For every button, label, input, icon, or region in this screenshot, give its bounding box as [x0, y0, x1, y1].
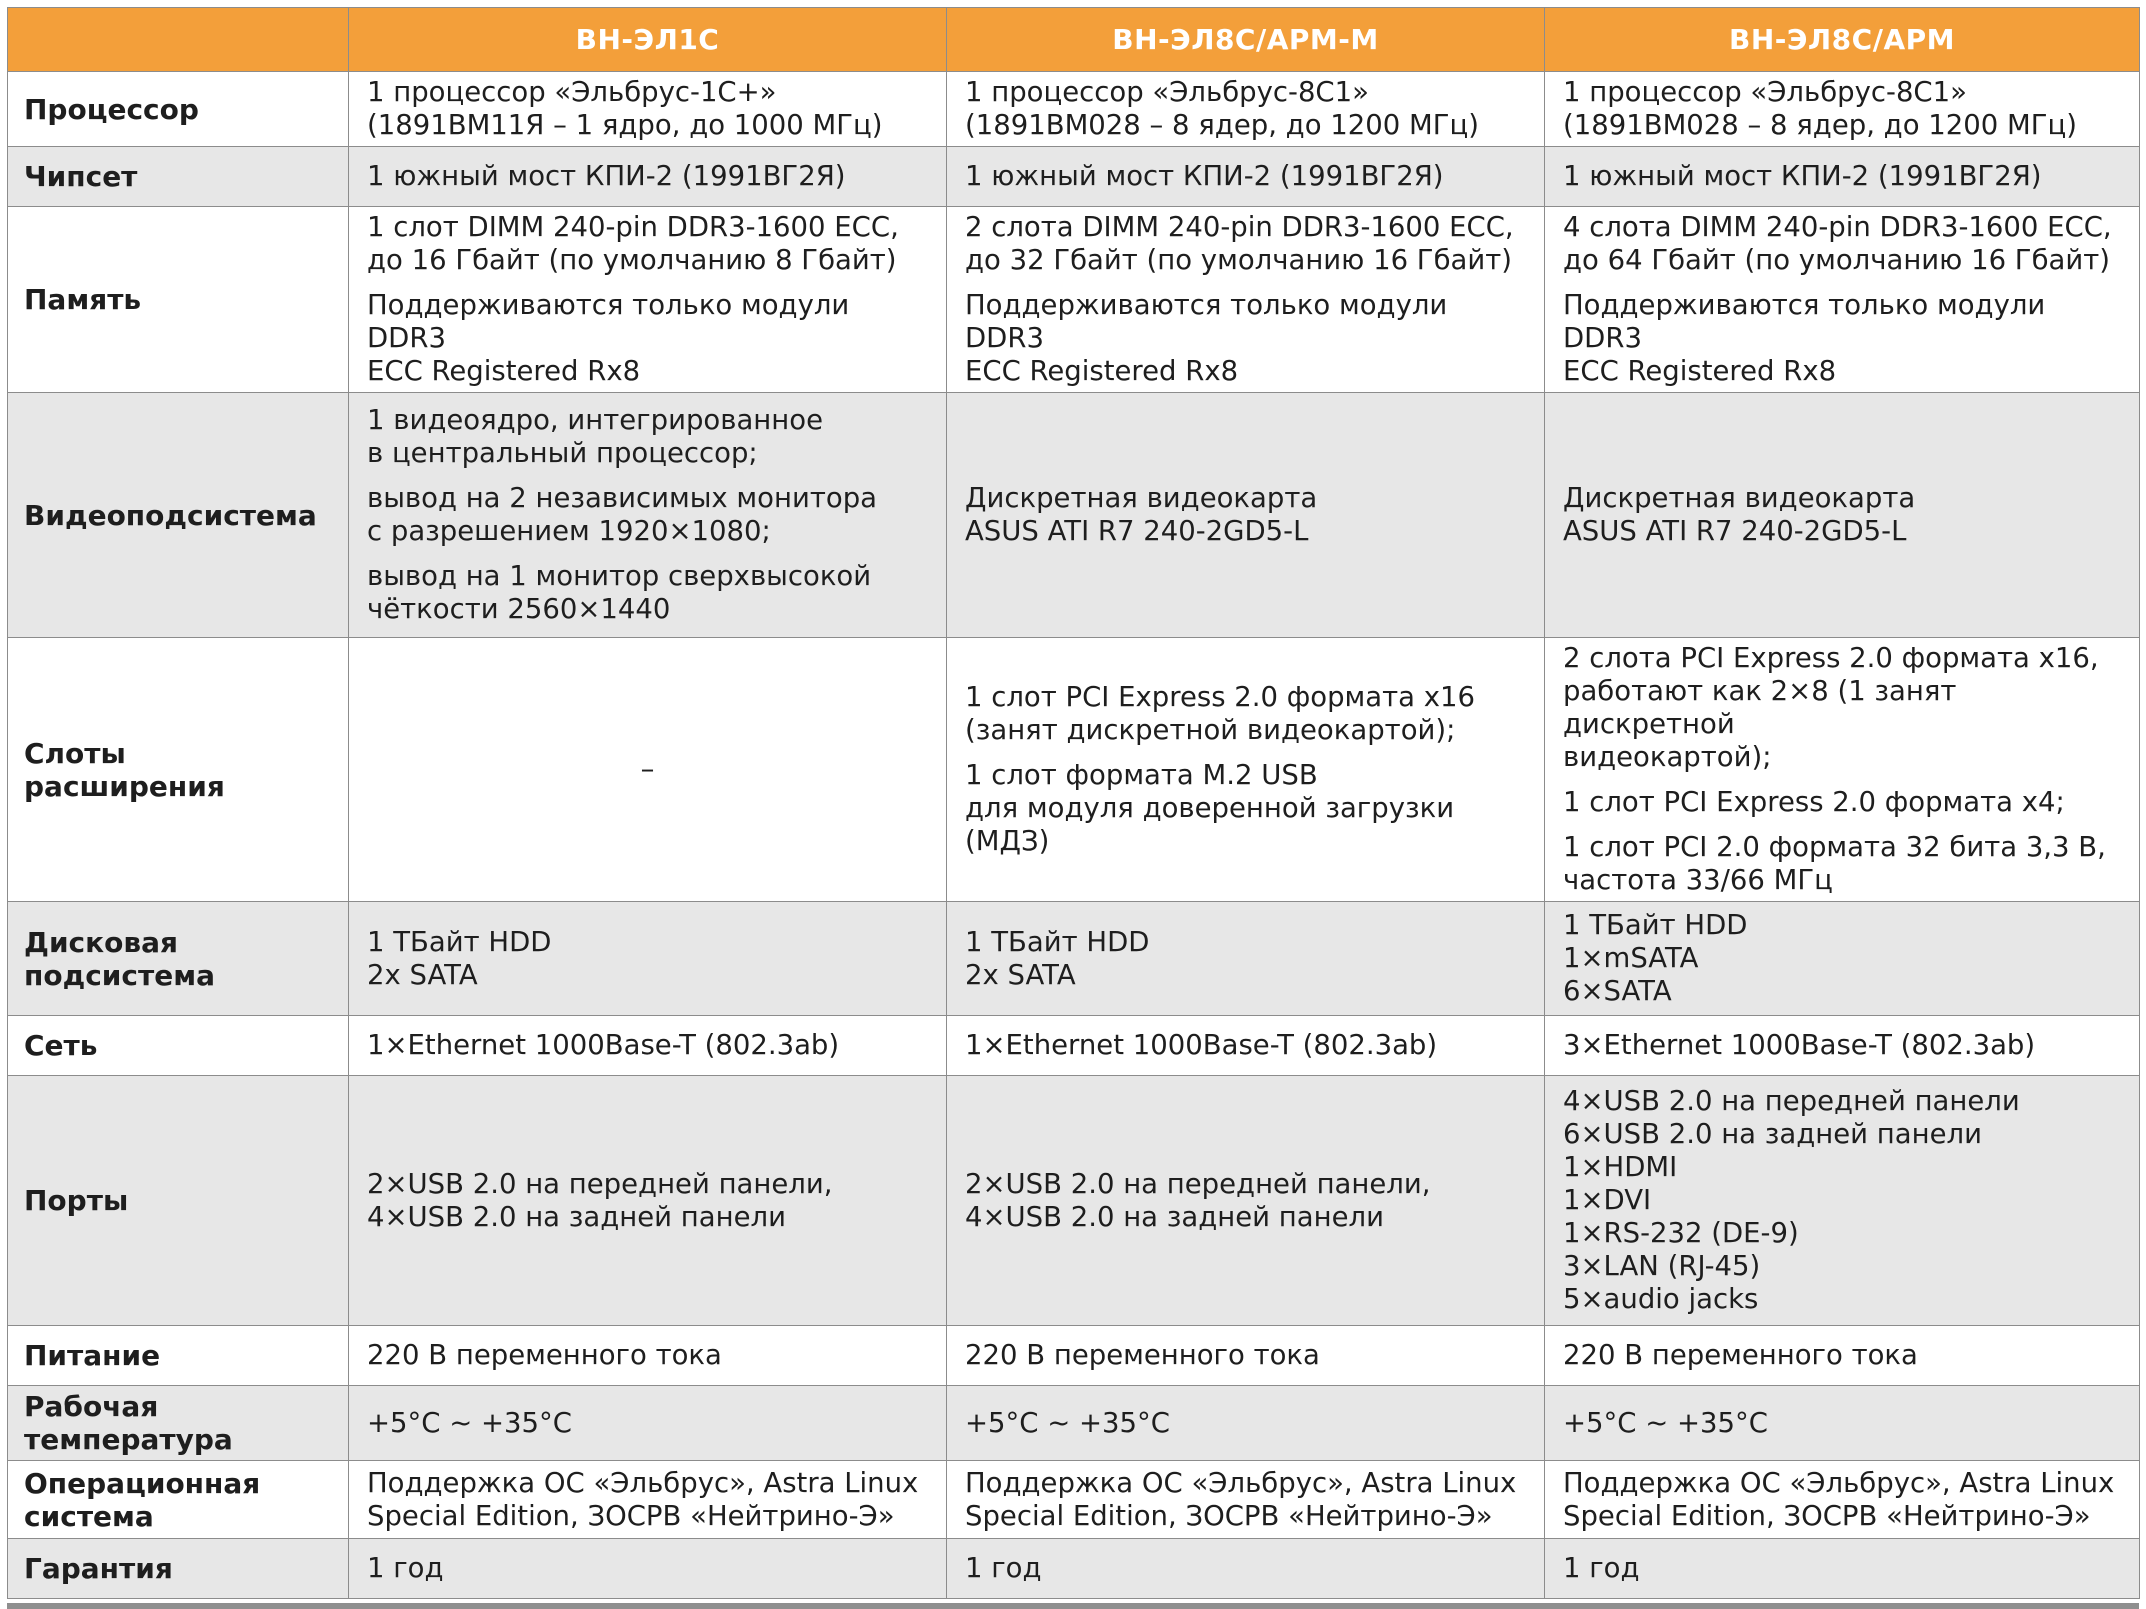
table-cell — [1545, 1539, 2140, 1599]
cell-text: Поддержка ОС «Эльбрус», Astra Linux Special Edition, ЗОСРВ «Нейтрино-Э» — [367, 1466, 919, 1532]
table-cell — [947, 1016, 1545, 1076]
table-cell — [1545, 393, 2140, 638]
table-cell — [1545, 72, 2140, 147]
cell-text: вывод на 1 монитор сверхвысокой чёткости 2560×1440 — [367, 560, 872, 625]
row-label: Гарантия — [8, 1539, 349, 1599]
table-cell — [349, 902, 947, 1016]
cell-text: 4 слота DIMM 240-pin DDR3-1600 ECC, до 64 Гбайт (по умолчанию 16 Гбайт) — [1563, 211, 2112, 276]
row-label: Видеоподсистема — [8, 393, 349, 638]
header-row — [8, 8, 2140, 72]
table-cell — [947, 1326, 1545, 1386]
cell-text: 1 южный мост КПИ-2 (1991ВГ2Я) — [965, 160, 1444, 192]
cell-text: 2 слота PCI Express 2.0 формата x16, работают как 2×8 (1 занят дискретной видеокартой); — [1563, 642, 2099, 773]
table-cell — [349, 393, 947, 638]
table-row — [8, 1016, 2140, 1076]
table-cell — [947, 1461, 1545, 1539]
row-label: Слоты расширения — [8, 638, 349, 902]
table-row — [8, 902, 2140, 1016]
cell-text: 220 В переменного тока — [1563, 1339, 1918, 1371]
bottom-rule — [7, 1603, 2139, 1609]
table-cell — [1545, 902, 2140, 1016]
cell-text: +5°C ~ +35°C — [367, 1406, 573, 1439]
cell-text: 1 год — [965, 1552, 1042, 1584]
table-cell — [1545, 207, 2140, 393]
cell-text: 2×USB 2.0 на передней панели, 4×USB 2.0 на задней панели — [367, 1167, 833, 1233]
table-cell — [1545, 1076, 2140, 1326]
column-header: ВН-ЭЛ8С/АРМ-М — [947, 8, 1545, 72]
spec-table-wrapper — [7, 7, 2139, 1609]
table-cell — [947, 1076, 1545, 1326]
cell-text: Дискретная видеокарта ASUS ATI R7 240-2GD5-L — [965, 482, 1318, 547]
table-row — [8, 638, 2140, 902]
cell-text: 1×Ethernet 1000Base-T (802.3ab) — [367, 1029, 840, 1061]
row-label: Память — [8, 207, 349, 393]
cell-text: 1 южный мост КПИ-2 (1991ВГ2Я) — [1563, 160, 2042, 192]
table-cell — [1545, 1461, 2140, 1539]
row-label: Дисковая подсистема — [8, 902, 349, 1016]
table-cell — [349, 1016, 947, 1076]
cell-text: Поддерживаются только модули DDR3 ECC Registered Rx8 — [965, 289, 1448, 387]
table-row — [8, 147, 2140, 207]
table-cell — [349, 638, 947, 902]
table-cell — [1545, 1386, 2140, 1461]
cell-text: +5°C ~ +35°C — [1563, 1406, 1769, 1439]
cell-text: 1 слот PCI 2.0 формата 32 бита 3,3 В, частота 33/66 МГц — [1563, 831, 2106, 896]
cell-text: 1 слот PCI Express 2.0 формата x4; — [1563, 786, 2065, 818]
cell-text: 1 ТБайт HDD 2x SATA — [367, 925, 552, 991]
row-label: Порты — [8, 1076, 349, 1326]
table-cell — [947, 72, 1545, 147]
cell-text: 1×Ethernet 1000Base-T (802.3ab) — [965, 1029, 1438, 1061]
table-cell — [947, 147, 1545, 207]
cell-text: вывод на 2 независимых монитора с разрешением 1920×1080; — [367, 482, 878, 547]
table-cell — [947, 393, 1545, 638]
table-row — [8, 207, 2140, 393]
cell-text: 4×USB 2.0 на передней панели 6×USB 2.0 на задней панели 1×HDMI 1×DVI 1×RS-232 (DE-9) 3×LAN (RJ-45) 5×audio jacks — [1563, 1085, 2020, 1315]
table-cell — [1545, 147, 2140, 207]
row-label: Процессор — [8, 72, 349, 147]
cell-text: 220 В переменного тока — [367, 1339, 722, 1371]
table-row — [8, 1386, 2140, 1461]
table-cell — [1545, 638, 2140, 902]
cell-text: +5°C ~ +35°C — [965, 1406, 1171, 1439]
header-corner-cell — [8, 8, 349, 72]
row-label: Операционная система — [8, 1461, 349, 1539]
table-cell — [349, 207, 947, 393]
cell-text: 1 слот PCI Express 2.0 формата x16 (занят дискретной видеокартой); — [965, 681, 1476, 746]
table-cell — [349, 72, 947, 147]
cell-text: Дискретная видеокарта ASUS ATI R7 240-2GD5-L — [1563, 482, 1916, 547]
column-header: ВН-ЭЛ1С — [349, 8, 947, 72]
table-cell — [349, 1076, 947, 1326]
table-cell — [349, 1539, 947, 1599]
row-label: Сеть — [8, 1016, 349, 1076]
table-cell — [349, 1326, 947, 1386]
table-cell — [947, 1539, 1545, 1599]
column-header: ВН-ЭЛ8С/АРМ — [1545, 8, 2140, 72]
cell-text: 1 процессор «Эльбрус-8С1» (1891ВМ028 – 8 ядер, до 1200 МГц) — [1563, 76, 2077, 141]
table-row — [8, 1076, 2140, 1326]
table-cell — [947, 207, 1545, 393]
cell-text: 220 В переменного тока — [965, 1339, 1320, 1371]
row-label: Рабочая температура — [8, 1386, 349, 1461]
spec-table — [7, 7, 2140, 1599]
table-row — [8, 1461, 2140, 1539]
table-cell — [349, 1461, 947, 1539]
table-row — [8, 393, 2140, 638]
cell-text: 2×USB 2.0 на передней панели, 4×USB 2.0 на задней панели — [965, 1167, 1431, 1233]
cell-text: 1 процессор «Эльбрус-8С1» (1891ВМ028 – 8 ядер, до 1200 МГц) — [965, 76, 1479, 141]
table-row — [8, 1539, 2140, 1599]
cell-text: 1 слот формата M.2 USB для модуля доверенной загрузки (МДЗ) — [965, 759, 1455, 857]
table-row — [8, 1326, 2140, 1386]
table-cell — [349, 1386, 947, 1461]
cell-text: 3×Ethernet 1000Base-T (802.3ab) — [1563, 1029, 2036, 1061]
table-cell — [349, 147, 947, 207]
cell-text: 2 слота DIMM 240-pin DDR3-1600 ECC, до 32 Гбайт (по умолчанию 16 Гбайт) — [965, 211, 1514, 276]
table-cell — [947, 638, 1545, 902]
cell-text: 1 ТБайт HDD 1×mSATA 6×SATA — [1563, 909, 1748, 1007]
table-row — [8, 72, 2140, 147]
row-label: Чипсет — [8, 147, 349, 207]
row-label: Питание — [8, 1326, 349, 1386]
table-cell — [1545, 1016, 2140, 1076]
cell-text: 1 слот DIMM 240-pin DDR3-1600 ECC, до 16 Гбайт (по умолчанию 8 Гбайт) — [367, 211, 899, 276]
cell-text: Поддерживаются только модули DDR3 ECC Registered Rx8 — [367, 289, 850, 387]
cell-text: 1 год — [367, 1552, 444, 1584]
table-cell — [947, 1386, 1545, 1461]
table-cell — [947, 902, 1545, 1016]
cell-text: Поддержка ОС «Эльбрус», Astra Linux Special Edition, ЗОСРВ «Нейтрино-Э» — [1563, 1466, 2115, 1532]
cell-text: – — [640, 753, 655, 785]
cell-text: 1 ТБайт HDD 2x SATA — [965, 925, 1150, 991]
cell-text: 1 процессор «Эльбрус-1С+» (1891ВМ11Я – 1 ядро, до 1000 МГц) — [367, 76, 883, 141]
cell-text: 1 год — [1563, 1552, 1640, 1584]
cell-text: 1 видеоядро, интегрированное в центральный процессор; — [367, 404, 824, 469]
cell-text: 1 южный мост КПИ-2 (1991ВГ2Я) — [367, 160, 846, 192]
cell-text: Поддерживаются только модули DDR3 ECC Registered Rx8 — [1563, 289, 2046, 387]
table-cell — [1545, 1326, 2140, 1386]
cell-text: Поддержка ОС «Эльбрус», Astra Linux Special Edition, ЗОСРВ «Нейтрино-Э» — [965, 1466, 1517, 1532]
